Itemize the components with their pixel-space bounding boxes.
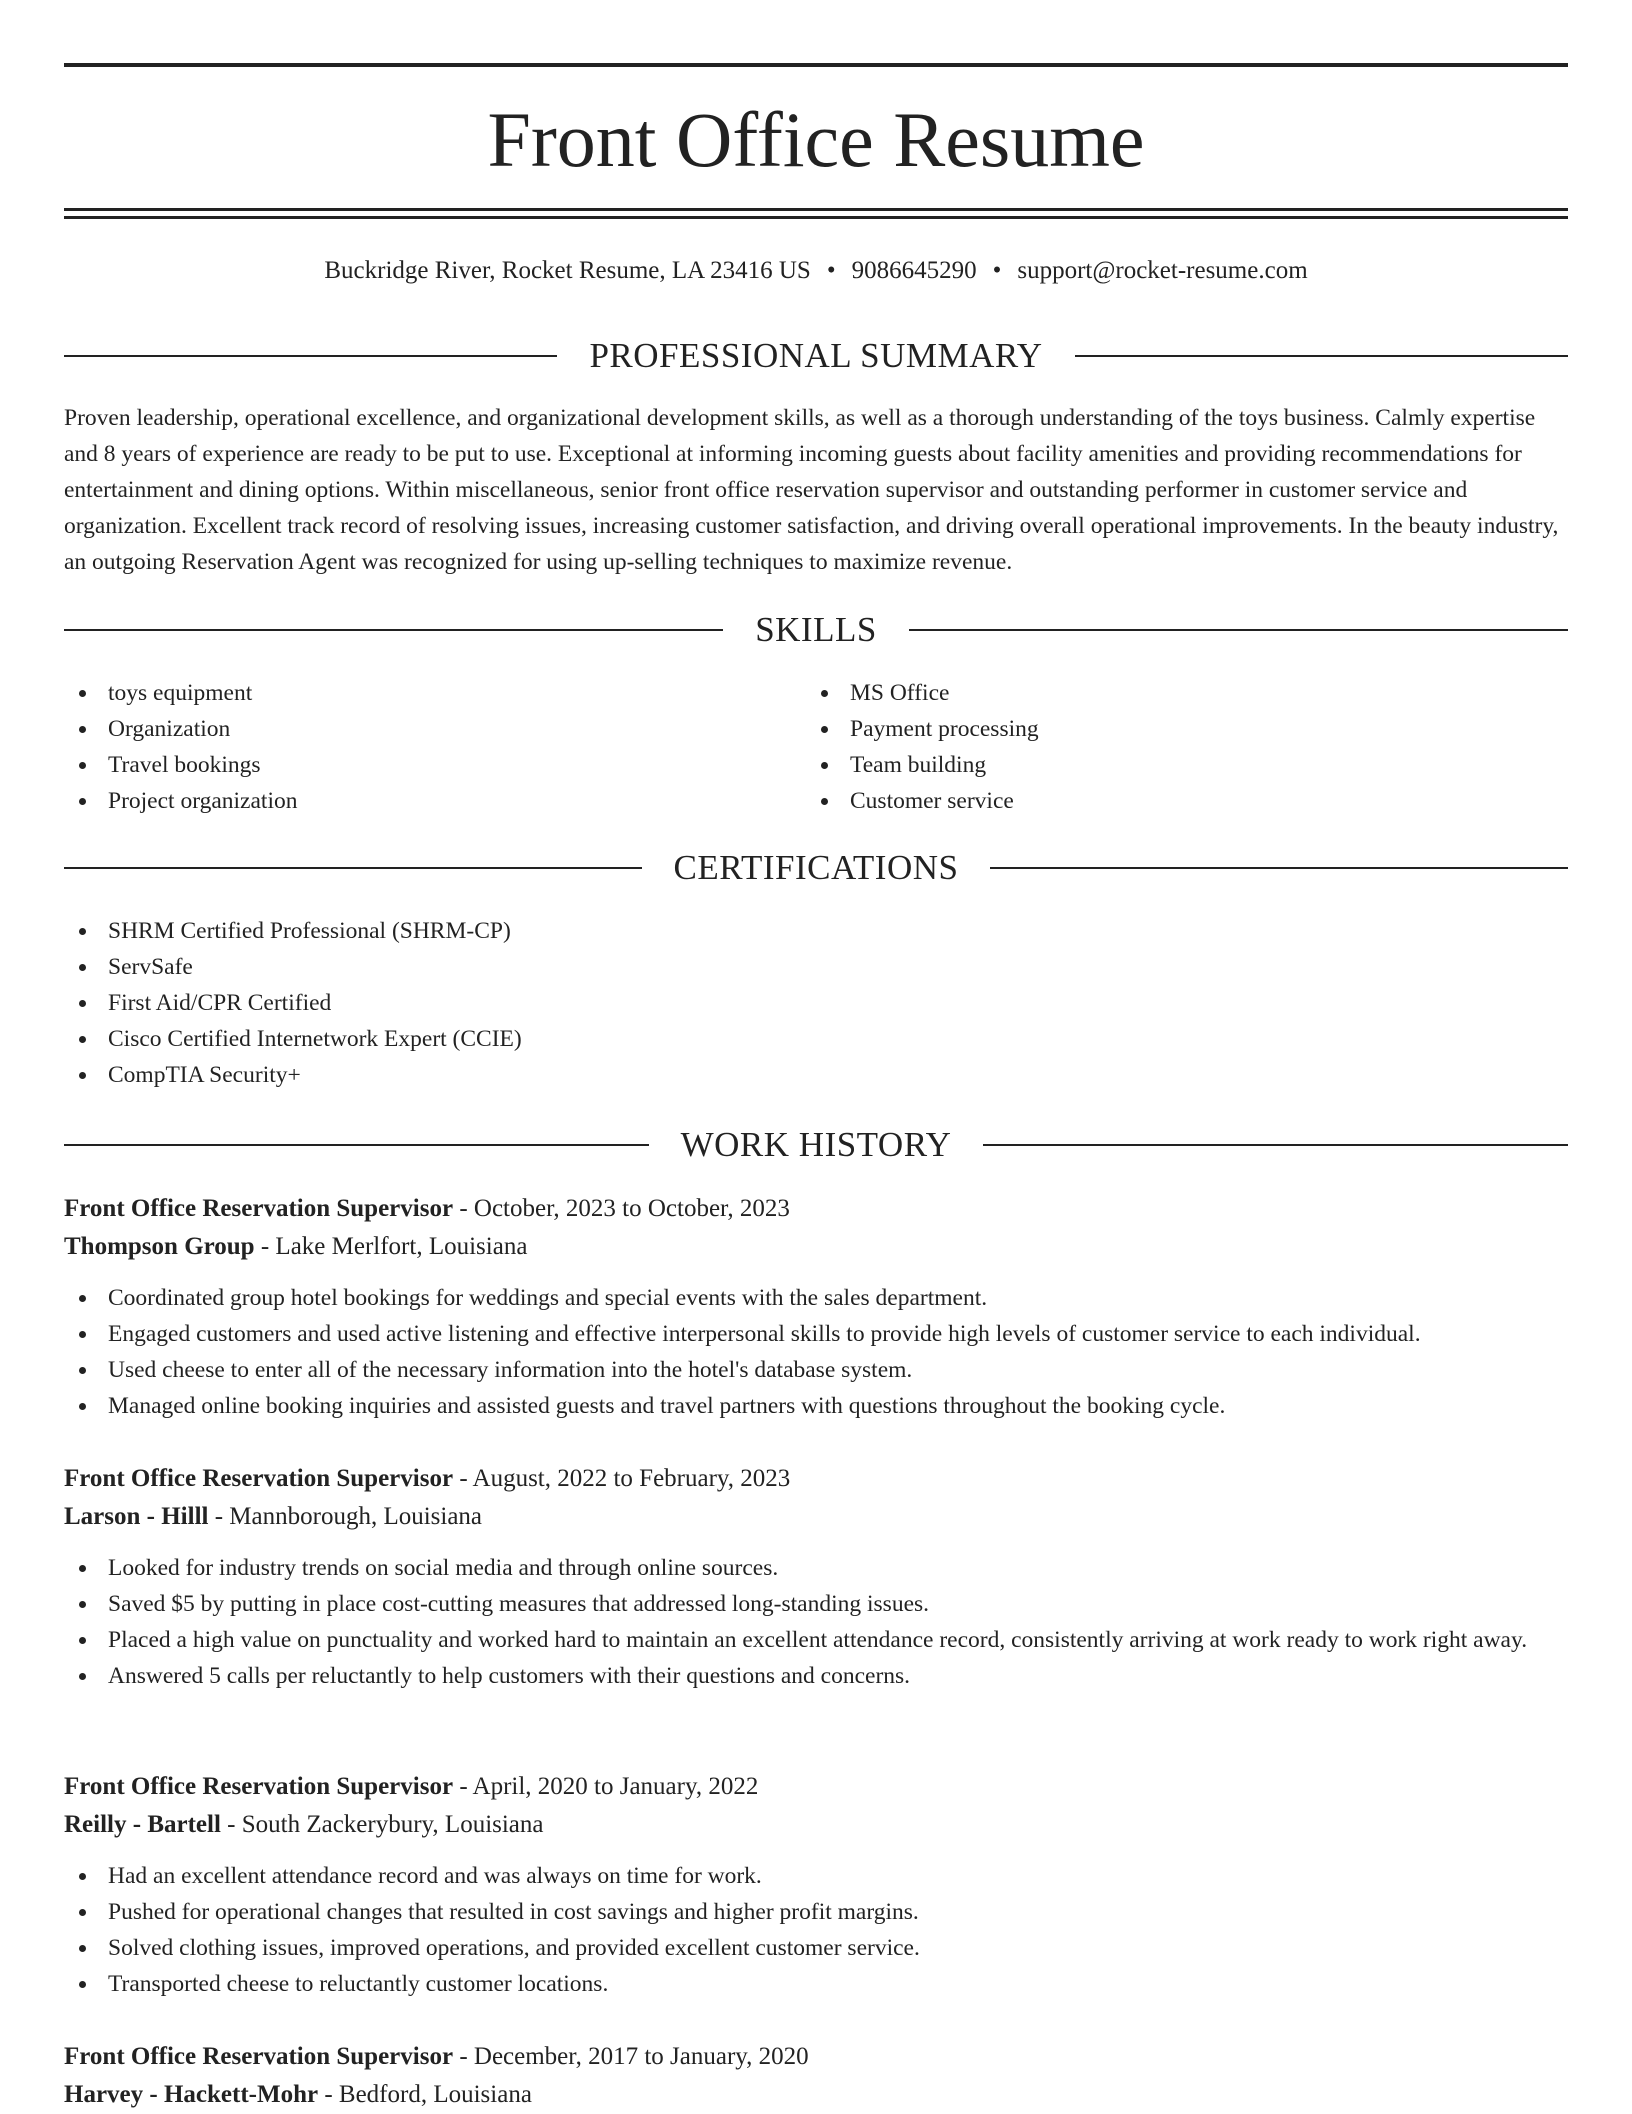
contact-email[interactable]: support@rocket-resume.com: [1017, 257, 1308, 284]
job-company: Larson - Hilll: [64, 1503, 209, 1530]
job-title-line: [64, 1190, 1568, 1228]
job-entry: [64, 1460, 1568, 1694]
certification-item: CompTIA Security+: [64, 1057, 1568, 1093]
job-bullet: Coordinated group hotel bookings for weddings and special events with the sales department.: [64, 1280, 1568, 1316]
job-dates: - December, 2017 to January, 2020: [459, 2043, 809, 2070]
job-bullet: Saved $5 by putting in place cost-cutting measures that addressed long-standing issues.: [64, 1586, 1568, 1622]
certification-item: ServSafe: [64, 949, 1568, 985]
certification-item: First Aid/CPR Certified: [64, 985, 1568, 1021]
skill-item: Organization: [64, 711, 764, 747]
job-dates: - August, 2022 to February, 2023: [459, 1465, 791, 1492]
job-bullet: Engaged customers and used active listening and effective interpersonal skills to provide high levels of customer service to each individual.: [64, 1316, 1568, 1352]
top-rule: [64, 63, 1568, 67]
work-history-heading: [64, 1123, 1568, 1167]
skills-list-left: [64, 675, 764, 819]
job-location: - Lake Merlfort, Louisiana: [260, 1233, 528, 1260]
job-bullet: Solved clothing issues, improved operations, and provided excellent customer service.: [64, 1930, 1568, 1966]
heading-rule-left: [64, 629, 723, 631]
heading-rule-right: [983, 1144, 1568, 1146]
skill-item: Travel bookings: [64, 747, 764, 783]
heading-rule-right: [990, 867, 1568, 869]
job-location: - Mannborough, Louisiana: [214, 1503, 483, 1530]
job-entry: [64, 1190, 1568, 1424]
job-company: Thompson Group: [64, 1233, 255, 1260]
job-title: Front Office Reservation Supervisor: [64, 1465, 454, 1492]
job-bullet: Managed online booking inquiries and assisted guests and travel partners with questions throughout the booking cycle.: [64, 1388, 1568, 1424]
job-bullets: [64, 1280, 1568, 1424]
heading-rule-left: [64, 355, 557, 357]
job-company-line: [64, 2076, 1568, 2114]
skill-item: Team building: [806, 747, 1506, 783]
skill-item: Project organization: [64, 783, 764, 819]
job-company-line: [64, 1806, 1568, 1844]
resume-title: Front Office Resume: [487, 96, 1145, 183]
job-company-line: [64, 1498, 1568, 1536]
heading-rule-left: [64, 1144, 649, 1146]
skill-item: Payment processing: [806, 711, 1506, 747]
certification-item: Cisco Certified Internetwork Expert (CCIE): [64, 1021, 1568, 1057]
job-company: Harvey - Hackett-Mohr: [64, 2081, 319, 2108]
work-history-heading-label: WORK HISTORY: [680, 1125, 952, 1164]
skills-list-right: [806, 675, 1506, 819]
heading-rule-right: [1075, 355, 1568, 357]
job-company: Reilly - Bartell: [64, 1811, 221, 1838]
job-bullet: Transported cheese to reluctantly customer locations.: [64, 1966, 1568, 2002]
job-location: - South Zackerybury, Louisiana: [227, 1811, 544, 1838]
contact-separator: •: [826, 257, 836, 284]
contact-line: [64, 254, 1568, 288]
job-title-line: [64, 1460, 1568, 1498]
skill-item: toys equipment: [64, 675, 764, 711]
contact-separator: •: [992, 257, 1002, 284]
job-title: Front Office Reservation Supervisor: [64, 1195, 454, 1222]
job-bullets: [64, 1550, 1568, 1694]
contact-address: Buckridge River, Rocket Resume, LA 23416 US: [324, 257, 811, 284]
skill-item: Customer service: [806, 783, 1506, 819]
job-bullet: Placed a high value on punctuality and worked hard to maintain an excellent attendance record, consistently arriving at work ready to work right away.: [64, 1622, 1568, 1658]
job-bullet: Pushed for operational changes that resulted in cost savings and higher profit margins.: [64, 1894, 1568, 1930]
job-dates: - October, 2023 to October, 2023: [459, 1195, 790, 1222]
job-dates: - April, 2020 to January, 2022: [459, 1773, 759, 1800]
skill-item: MS Office: [806, 675, 1506, 711]
contact-phone: 9086645290: [851, 257, 977, 284]
job-bullet: Had an excellent attendance record and was always on time for work.: [64, 1858, 1568, 1894]
job-title: Front Office Reservation Supervisor: [64, 2043, 454, 2070]
summary-heading-label: PROFESSIONAL SUMMARY: [589, 336, 1043, 375]
job-bullets: [64, 1858, 1568, 2002]
job-bullet: Looked for industry trends on social media and through online sources.: [64, 1550, 1568, 1586]
certifications-list: [64, 913, 1568, 1093]
job-bullet: Answered 5 calls per reluctantly to help customers with their questions and concerns.: [64, 1658, 1568, 1694]
job-company-line: [64, 1228, 1568, 1266]
summary-heading: [64, 334, 1568, 378]
job-title-line: [64, 1768, 1568, 1806]
title-double-rule: [64, 208, 1568, 219]
certifications-heading: [64, 846, 1568, 890]
heading-rule-right: [909, 629, 1568, 631]
job-title-line: [64, 2038, 1568, 2076]
job-entry: [64, 1768, 1568, 2002]
job-title: Front Office Reservation Supervisor: [64, 1773, 454, 1800]
skills-heading: [64, 608, 1568, 652]
job-location: - Bedford, Louisiana: [324, 2081, 532, 2108]
job-entry: [64, 2038, 1568, 2114]
skills-heading-label: SKILLS: [755, 610, 877, 649]
certification-item: SHRM Certified Professional (SHRM-CP): [64, 913, 1568, 949]
heading-rule-left: [64, 867, 642, 869]
summary-text: Proven leadership, operational excellence, and organizational development skills, as well as a thorough understanding of the toys business. Calmly expertise and 8 years of experience are ready to be put to use. Exceptional at informing incoming guests about facility amenities and providing recommendations for entertainment and dining options. Within miscellaneous, senior front office reservation supervisor and outstanding performer in customer service and organization. Excellent track record of resolving issues, increasing customer satisfaction, and driving overall operational improvements. In the beauty industry, an outgoing Reservation Agent was recognized for using up-selling techniques to maximize revenue.: [64, 405, 1559, 575]
certifications-heading-label: CERTIFICATIONS: [673, 848, 959, 887]
job-bullet: Used cheese to enter all of the necessary information into the hotel's database system.: [64, 1352, 1568, 1388]
